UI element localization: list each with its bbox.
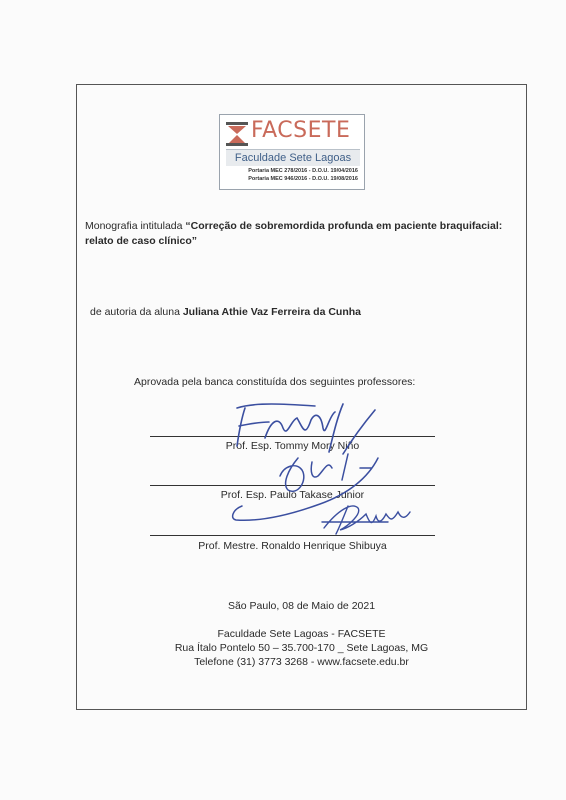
author-line (90, 306, 361, 318)
signatory-1: Prof. Esp. Tommy Mory Niño (225, 440, 360, 452)
monograph-intro: Monografia intitulada (85, 220, 186, 232)
monograph-title-block (85, 219, 505, 249)
footer-address: Rua Ítalo Pontelo 50 – 35.700-170 _ Sete Lagoas, MG (174, 642, 429, 654)
signature-line-1 (150, 436, 435, 437)
portaria-line-2: Portaria MEC 946/2016 - D.O.U. 19/08/2016 (248, 176, 358, 182)
monograph-title: “Correção de sobremordida profunda em paciente braquifacial: relato de caso clínico” (85, 220, 503, 247)
author-intro: de autoria da aluna (90, 306, 183, 318)
author-name: Juliana Athie Vaz Ferreira da Cunha (182, 306, 361, 318)
logo-portarias (248, 167, 358, 183)
footer-contact: Telefone (31) 3773 3268 - www.facsete.edu.br (194, 656, 409, 668)
signature-line-3 (150, 535, 435, 536)
signatory-3: Prof. Mestre. Ronaldo Henrique Shibuya (198, 540, 387, 552)
signatory-2: Prof. Esp. Paulo Takase Junior (220, 489, 365, 501)
portaria-line-1: Portaria MEC 278/2016 - D.O.U. 19/04/2016 (248, 168, 358, 174)
logo-subtitle: Faculdade Sete Lagoas (226, 149, 360, 166)
logo-brand-name: FACSETE (251, 118, 351, 143)
approval-text: Aprovada pela banca constituída dos seguintes professores: (134, 376, 416, 388)
signature-line-2 (150, 485, 435, 486)
facsete-emblem-icon (226, 122, 248, 146)
date-line: São Paulo, 08 de Maio de 2021 (227, 600, 376, 612)
facsete-logo (219, 114, 365, 190)
footer-institution: Faculdade Sete Lagoas - FACSETE (217, 628, 386, 640)
